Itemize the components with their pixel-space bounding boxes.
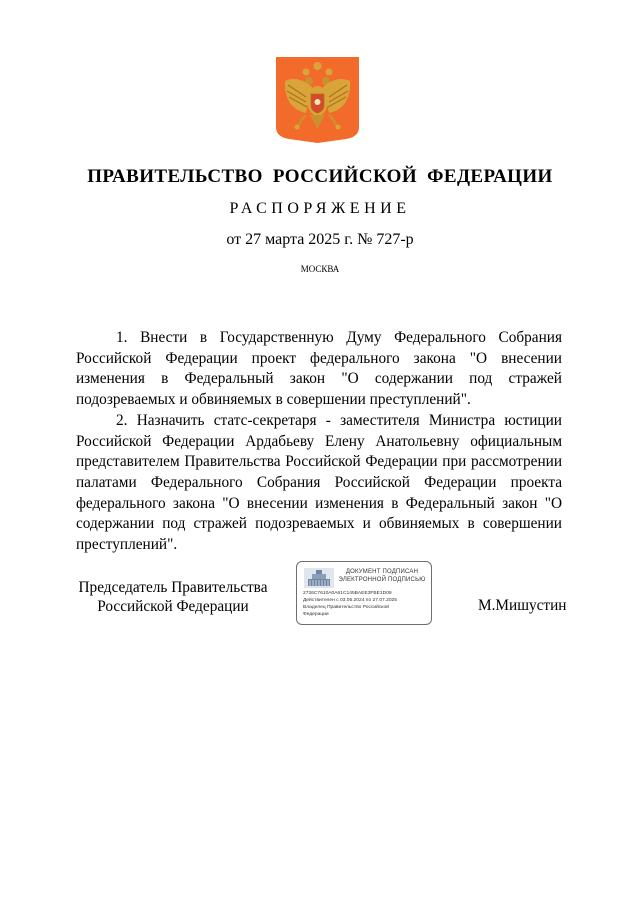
coat-of-arms-emblem (276, 57, 359, 143)
document-type: РАСПОРЯЖЕНИЕ (229, 200, 411, 217)
document-city: МОСКВА (300, 264, 340, 274)
signer-name: М.Мишустин (478, 597, 567, 614)
document-date-number: от 27 марта 2025 г. № 727-р (226, 231, 414, 248)
document-body (76, 328, 562, 556)
signer-position-line-1: Председатель Правительства (78, 579, 268, 596)
stamp-details (303, 590, 429, 618)
stamp-certificate: 2726C7610A0A61C145BAEE3FBE1D09 (303, 591, 392, 596)
paragraph-2: 2. Назначить статс-секретаря - заместителя Министра юстиции Российской Федерации Ардабьеву Елену Анатольевну официальным представителем Правительства Российской Федерации при рассмотрении палатами Федерального Собрания Российской Федерации проекта федерального закона "О внесении изменения в Федеральный закон "О содержании под стражей подозреваемых и обвиняемых в совершении преступлений". (76, 411, 562, 554)
electronic-signature-stamp (296, 561, 432, 625)
stamp-validity: Действителен с 03.05.2024 по 27.07.2025 (303, 598, 397, 603)
government-title: ПРАВИТЕЛЬСТВО РОССИЙСКОЙ ФЕДЕРАЦИИ (87, 166, 553, 187)
signer-position-line-2: Российской Федерации (97, 598, 249, 615)
stamp-header (335, 568, 429, 584)
government-building-icon (304, 568, 334, 588)
stamp-owner-line-1: Владелец Правительство Российской (303, 605, 389, 610)
signer-position (78, 578, 268, 616)
stamp-header-line-2: ЭЛЕКТРОННОЙ ПОДПИСЬЮ (338, 577, 426, 583)
paragraph-1: 1. Внести в Государственную Думу Федерального Собрания Российской Федерации проект федерального закона "О внесении изменения в Федеральный закон "О содержании под стражей подозреваемых и обвиняемых в совершении преступлений". (76, 329, 562, 409)
stamp-owner-line-2: Федерации (303, 612, 329, 617)
coat-of-arms-icon (276, 57, 359, 143)
stamp-header-line-1: ДОКУМЕНТ ПОДПИСАН (345, 569, 419, 575)
stamp-icon-wrapper (304, 568, 334, 588)
